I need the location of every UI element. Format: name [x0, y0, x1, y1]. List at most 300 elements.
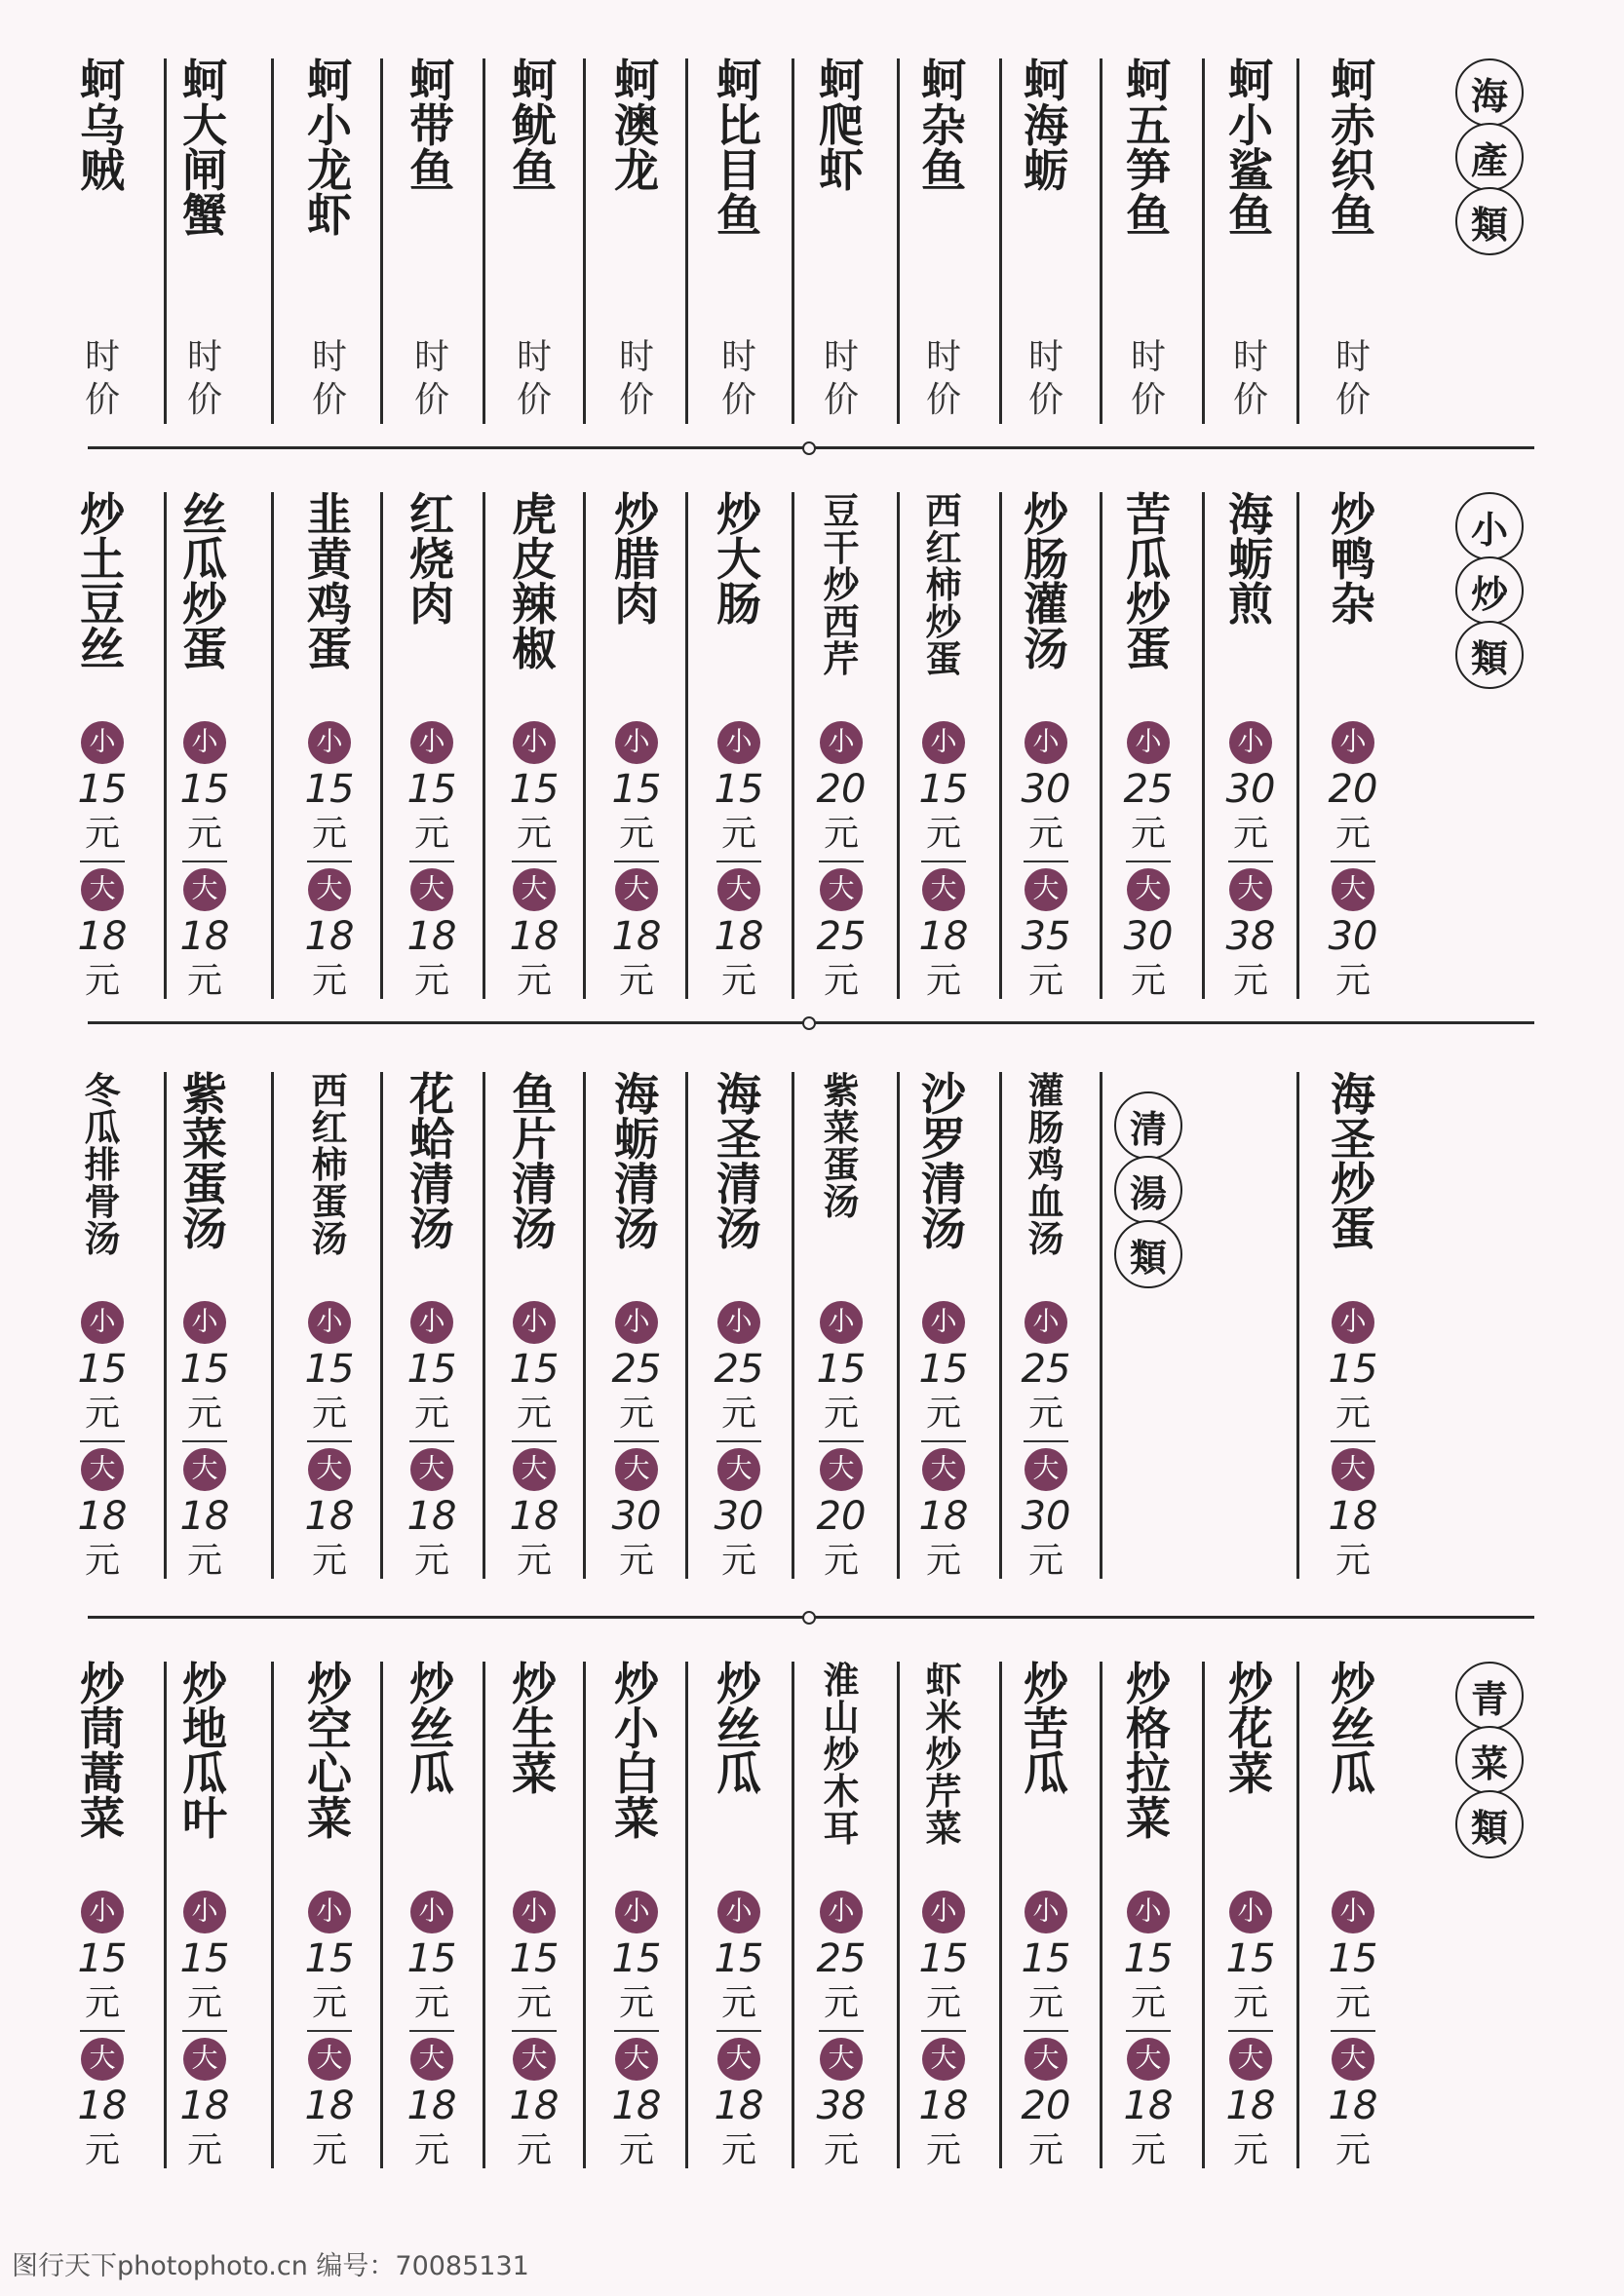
price-unit: 元 [823, 2130, 859, 2170]
category-badge-greens [1441, 1662, 1538, 1858]
size-small-badge: 小 [1332, 1891, 1374, 1933]
price-block [1304, 1891, 1402, 2172]
small-price: 15 [77, 767, 128, 812]
category-char: 清 [1114, 1091, 1182, 1160]
small-price: 15 [179, 767, 230, 812]
menu-item [1100, 55, 1197, 429]
small-price: 25 [611, 1347, 662, 1392]
price-unit: 元 [1334, 814, 1371, 854]
size-small-badge: 小 [1025, 1891, 1067, 1933]
price-unit: 元 [925, 1983, 961, 2023]
price-block [1100, 721, 1197, 1003]
size-large-badge: 大 [717, 1448, 760, 1491]
menu-item [1202, 55, 1299, 429]
price-block [1100, 1891, 1197, 2172]
market-price: 时 价 [1130, 337, 1166, 420]
menu-item [281, 1658, 378, 2178]
price-unit: 元 [311, 814, 347, 854]
market-price: 时 价 [1232, 337, 1268, 420]
small-price: 15 [509, 767, 560, 812]
large-price: 18 [714, 2084, 764, 2128]
column-divider [483, 492, 485, 999]
price-separator [512, 1440, 557, 1442]
menu-item [1202, 488, 1299, 1009]
small-price: 15 [1021, 1936, 1071, 1981]
column-divider [1100, 1662, 1102, 2168]
small-price: 20 [816, 767, 867, 812]
price-unit: 元 [618, 814, 654, 854]
price-unit: 元 [1232, 1983, 1268, 2023]
small-price: 15 [816, 1347, 867, 1392]
column-divider [271, 58, 274, 424]
price-unit: 元 [1130, 2130, 1166, 2170]
price-unit: 元 [720, 961, 756, 1001]
size-large-badge: 大 [513, 868, 556, 911]
price-unit: 元 [618, 2130, 654, 2170]
column-divider [1100, 58, 1102, 424]
large-price: 18 [406, 1494, 457, 1539]
small-price: 15 [1328, 1936, 1378, 1981]
size-large-badge: 大 [410, 1448, 453, 1491]
price-separator [614, 2030, 659, 2032]
price-unit: 元 [84, 1541, 120, 1581]
size-small-badge: 小 [922, 721, 965, 764]
price-unit: 元 [720, 814, 756, 854]
size-small-badge: 小 [81, 721, 124, 764]
menu-item [997, 488, 1095, 1009]
price-block [588, 1301, 685, 1583]
price-separator [182, 2030, 227, 2032]
dish-name: 紫 菜 蛋 汤 [182, 1068, 227, 1255]
price-block [895, 721, 992, 1003]
price-unit: 元 [1334, 1394, 1371, 1434]
dish-name: 海 蛎 煎 [1228, 488, 1273, 631]
price-separator [614, 861, 659, 862]
category-badge-seafood [1441, 58, 1538, 255]
price-separator [1126, 2030, 1171, 2032]
price-unit: 元 [186, 2130, 222, 2170]
large-price: 18 [1328, 2084, 1378, 2128]
market-price: 时 价 [925, 337, 961, 420]
column-divider [583, 58, 586, 424]
market-price: 时 价 [618, 337, 654, 420]
large-price: 18 [509, 1494, 560, 1539]
price-separator [716, 861, 761, 862]
category-char: 湯 [1114, 1156, 1182, 1224]
small-price: 15 [1328, 1347, 1378, 1392]
price-separator [614, 1440, 659, 1442]
price-unit: 元 [1027, 961, 1063, 1001]
size-large-badge: 大 [922, 868, 965, 911]
small-price: 20 [1328, 767, 1378, 812]
column-divider [583, 1072, 586, 1579]
large-price: 18 [918, 2084, 969, 2128]
price-separator [1126, 861, 1171, 862]
dish-name: 炒 生 菜 [512, 1658, 557, 1800]
price-unit: 元 [1334, 961, 1371, 1001]
column-divider [1296, 492, 1299, 999]
size-small-badge: 小 [922, 1301, 965, 1344]
price-unit: 元 [925, 1541, 961, 1581]
column-divider [1202, 58, 1205, 424]
price-block [690, 721, 788, 1003]
dish-name: 苦 瓜 炒 蛋 [1126, 488, 1171, 675]
large-price: 35 [1021, 914, 1071, 959]
menu-item [895, 1068, 992, 1588]
large-price: 18 [611, 914, 662, 959]
price-block [156, 721, 253, 1003]
price-unit: 元 [186, 814, 222, 854]
price-separator [1024, 861, 1068, 862]
category-char: 小 [1455, 492, 1524, 560]
small-price: 15 [1225, 1936, 1276, 1981]
dish-name: 蚵 澳 龙 [614, 55, 659, 197]
price-unit: 元 [925, 814, 961, 854]
column-divider [897, 1662, 900, 2168]
size-small-badge: 小 [1332, 721, 1374, 764]
small-price: 15 [611, 767, 662, 812]
size-large-badge: 大 [1127, 868, 1170, 911]
price-block [383, 1301, 481, 1583]
menu-item [1100, 1658, 1197, 2178]
category-char: 菜 [1455, 1726, 1524, 1794]
price-block [895, 1301, 992, 1583]
category-char: 海 [1455, 58, 1524, 127]
price-separator [1228, 2030, 1273, 2032]
price-unit: 元 [1334, 2130, 1371, 2170]
dish-name: 蚵 爬 虾 [819, 55, 864, 197]
size-large-badge: 大 [513, 1448, 556, 1491]
category-char: 類 [1114, 1220, 1182, 1288]
dish-name: 蚵 大 闸 蟹 [182, 55, 227, 242]
large-price: 30 [611, 1494, 662, 1539]
large-price: 30 [1328, 914, 1378, 959]
menu-item [588, 1658, 685, 2178]
size-large-badge: 大 [717, 2038, 760, 2081]
price-unit: 元 [823, 1541, 859, 1581]
size-small-badge: 小 [820, 1891, 863, 1933]
small-price: 15 [406, 767, 457, 812]
size-large-badge: 大 [308, 2038, 351, 2081]
price-block [485, 721, 583, 1003]
price-block [156, 1891, 253, 2172]
column-divider [1100, 492, 1102, 999]
dish-name: 鱼 片 清 汤 [512, 1068, 557, 1255]
price-unit: 元 [1130, 1983, 1166, 2023]
small-price: 15 [714, 767, 764, 812]
market-price: 时 价 [413, 337, 449, 420]
small-price: 25 [1021, 1347, 1071, 1392]
menu-item [54, 488, 151, 1009]
price-block [793, 1891, 890, 2172]
small-price: 15 [918, 1936, 969, 1981]
dish-name: 炒 鸭 杂 [1331, 488, 1375, 631]
dish-name: 炒 地 瓜 叶 [182, 1658, 227, 1845]
price-separator [182, 861, 227, 862]
small-price: 15 [509, 1347, 560, 1392]
dish-name: 蚵 乌 贼 [80, 55, 125, 197]
small-price: 30 [1225, 767, 1276, 812]
size-small-badge: 小 [1127, 721, 1170, 764]
small-price: 15 [179, 1347, 230, 1392]
menu-item [690, 1068, 788, 1588]
price-separator [819, 1440, 864, 1442]
small-price: 15 [77, 1936, 128, 1981]
menu-item [281, 488, 378, 1009]
menu-item [588, 55, 685, 429]
size-large-badge: 大 [81, 2038, 124, 2081]
price-unit: 元 [720, 1541, 756, 1581]
price-block [588, 1891, 685, 2172]
large-price: 20 [1021, 2084, 1071, 2128]
price-unit: 元 [516, 814, 552, 854]
section-soup [0, 1068, 1624, 1588]
market-price: 时 价 [1027, 337, 1063, 420]
menu-item [997, 1069, 1095, 1588]
column-divider [483, 1072, 485, 1579]
price-unit: 元 [1027, 1394, 1063, 1434]
size-small-badge: 小 [1127, 1891, 1170, 1933]
size-small-badge: 小 [1025, 1301, 1067, 1344]
category-char: 類 [1455, 187, 1524, 255]
dish-name: 淮 山 炒 木 耳 [823, 1659, 860, 1850]
size-large-badge: 大 [81, 868, 124, 911]
dish-name: 丝 瓜 炒 蛋 [182, 488, 227, 675]
menu-item [793, 1659, 890, 2178]
menu-item [895, 1659, 992, 2178]
column-divider [380, 58, 383, 424]
dish-name: 沙 罗 清 汤 [921, 1068, 966, 1255]
size-small-badge: 小 [615, 721, 658, 764]
size-large-badge: 大 [1229, 868, 1272, 911]
menu-item [895, 489, 992, 1009]
price-unit: 元 [84, 961, 120, 1001]
menu-item [1304, 1658, 1402, 2178]
size-large-badge: 大 [1025, 1448, 1067, 1491]
small-price: 25 [714, 1347, 764, 1392]
small-price: 15 [918, 767, 969, 812]
market-price: 时 价 [186, 337, 222, 420]
price-unit: 元 [1334, 1541, 1371, 1581]
large-price: 18 [406, 2084, 457, 2128]
price-block [1202, 1891, 1299, 2172]
price-unit: 元 [311, 1394, 347, 1434]
size-small-badge: 小 [308, 721, 351, 764]
column-divider [271, 492, 274, 999]
price-block [281, 1891, 378, 2172]
dish-name: 蚵 杂 鱼 [921, 55, 966, 197]
price-separator [409, 861, 454, 862]
category-char: 類 [1455, 1790, 1524, 1858]
size-small-badge: 小 [183, 1301, 226, 1344]
small-price: 15 [304, 767, 355, 812]
menu-item [485, 1658, 583, 2178]
column-divider [380, 1662, 383, 2168]
column-divider [483, 1662, 485, 2168]
price-block [690, 1891, 788, 2172]
price-unit: 元 [186, 1394, 222, 1434]
column-divider [380, 492, 383, 999]
dish-name: 蚵 鱿 鱼 [512, 55, 557, 197]
market-price: 时 价 [516, 337, 552, 420]
price-unit: 元 [925, 1394, 961, 1434]
small-price: 15 [611, 1936, 662, 1981]
category-char: 炒 [1455, 556, 1524, 625]
price-separator [512, 2030, 557, 2032]
size-small-badge: 小 [922, 1891, 965, 1933]
large-price: 18 [1123, 2084, 1174, 2128]
size-small-badge: 小 [308, 1891, 351, 1933]
dish-name: 西 红 柿 炒 蛋 [925, 489, 962, 680]
column-divider [1100, 1072, 1102, 1579]
small-price: 15 [509, 1936, 560, 1981]
dish-name: 炒 肠 灌 汤 [1024, 488, 1068, 675]
dish-name: 炒 腊 肉 [614, 488, 659, 631]
column-divider [792, 492, 794, 999]
size-small-badge: 小 [1229, 721, 1272, 764]
price-separator [819, 861, 864, 862]
price-separator [921, 2030, 966, 2032]
price-separator [409, 2030, 454, 2032]
column-divider [792, 1662, 794, 2168]
column-divider [999, 492, 1002, 999]
size-large-badge: 大 [820, 868, 863, 911]
large-price: 18 [406, 914, 457, 959]
price-unit: 元 [311, 1983, 347, 2023]
size-small-badge: 小 [183, 1891, 226, 1933]
column-divider [271, 1072, 274, 1579]
price-unit: 元 [516, 1541, 552, 1581]
dish-name: 紫 菜 蛋 汤 [823, 1069, 860, 1223]
price-block [485, 1301, 583, 1583]
size-small-badge: 小 [1332, 1301, 1374, 1344]
price-block [54, 1301, 151, 1583]
size-large-badge: 大 [922, 2038, 965, 2081]
size-small-badge: 小 [717, 1891, 760, 1933]
large-price: 18 [918, 1494, 969, 1539]
dish-name: 炒 花 菜 [1228, 1658, 1273, 1800]
menu-item [690, 55, 788, 429]
menu-item [690, 1658, 788, 2178]
large-price: 18 [179, 2084, 230, 2128]
price-unit: 元 [1232, 2130, 1268, 2170]
menu-item [1202, 1658, 1299, 2178]
price-unit: 元 [1232, 814, 1268, 854]
size-large-badge: 大 [615, 2038, 658, 2081]
size-large-badge: 大 [615, 1448, 658, 1491]
menu-item [281, 55, 378, 429]
dish-name: 炒 茼 蒿 菜 [80, 1658, 125, 1845]
dish-name: 豆 干 炒 西 芹 [823, 489, 860, 680]
price-separator [1331, 2030, 1375, 2032]
category-char: 類 [1455, 621, 1524, 689]
column-divider [897, 492, 900, 999]
menu-item [793, 55, 890, 429]
menu-item [588, 1068, 685, 1588]
price-separator [921, 1440, 966, 1442]
size-large-badge: 大 [1025, 2038, 1067, 2081]
large-price: 18 [179, 914, 230, 959]
column-divider [164, 58, 167, 424]
column-divider [999, 1072, 1002, 1579]
price-unit: 元 [413, 1394, 449, 1434]
price-block [1202, 721, 1299, 1003]
dish-name: 蚵 海 蛎 [1024, 55, 1068, 197]
column-divider [792, 1072, 794, 1579]
price-unit: 元 [1027, 1541, 1063, 1581]
price-separator [409, 1440, 454, 1442]
market-price: 时 价 [311, 337, 347, 420]
price-block [156, 1301, 253, 1583]
size-small-badge: 小 [410, 1891, 453, 1933]
price-block [1304, 1301, 1402, 1583]
dish-name: 炒 空 心 菜 [307, 1658, 352, 1845]
menu-item [54, 55, 151, 429]
price-separator [80, 1440, 125, 1442]
dish-name: 炒 丝 瓜 [409, 1658, 454, 1800]
size-small-badge: 小 [513, 1301, 556, 1344]
divider-dot [802, 1611, 816, 1625]
market-price: 时 价 [823, 337, 859, 420]
menu-item [485, 55, 583, 429]
price-unit: 元 [618, 1394, 654, 1434]
menu-item [281, 1069, 378, 1588]
price-separator [1228, 861, 1273, 862]
small-price: 15 [918, 1347, 969, 1392]
menu-item [690, 488, 788, 1009]
menu-item [156, 1068, 253, 1588]
price-unit: 元 [925, 961, 961, 1001]
price-block [281, 721, 378, 1003]
size-large-badge: 大 [513, 2038, 556, 2081]
size-large-badge: 大 [308, 1448, 351, 1491]
price-unit: 元 [413, 961, 449, 1001]
small-price: 25 [816, 1936, 867, 1981]
price-unit: 元 [1130, 814, 1166, 854]
price-unit: 元 [84, 1394, 120, 1434]
price-unit: 元 [1130, 961, 1166, 1001]
market-price: 时 价 [84, 337, 120, 420]
size-small-badge: 小 [81, 1301, 124, 1344]
price-separator [921, 861, 966, 862]
price-unit: 元 [1334, 1983, 1371, 2023]
large-price: 20 [816, 1494, 867, 1539]
small-price: 30 [1021, 767, 1071, 812]
price-unit: 元 [618, 1983, 654, 2023]
column-divider [483, 58, 485, 424]
price-block [54, 1891, 151, 2172]
size-large-badge: 大 [1025, 868, 1067, 911]
price-separator [80, 861, 125, 862]
size-large-badge: 大 [1332, 2038, 1374, 2081]
dish-name: 韭 黄 鸡 蛋 [307, 488, 352, 675]
price-unit: 元 [311, 1541, 347, 1581]
column-divider [999, 58, 1002, 424]
size-large-badge: 大 [1332, 1448, 1374, 1491]
column-divider [164, 1662, 167, 2168]
menu-item [485, 488, 583, 1009]
price-unit: 元 [84, 814, 120, 854]
divider-dot [802, 441, 816, 455]
dish-name: 炒 土 豆 丝 [80, 488, 125, 675]
price-unit: 元 [186, 1983, 222, 2023]
dish-name: 蚵 小 龙 虾 [307, 55, 352, 242]
column-divider [271, 1662, 274, 2168]
dish-name: 花 蛤 清 汤 [409, 1068, 454, 1255]
price-separator [819, 2030, 864, 2032]
size-small-badge: 小 [615, 1891, 658, 1933]
price-block [1304, 721, 1402, 1003]
